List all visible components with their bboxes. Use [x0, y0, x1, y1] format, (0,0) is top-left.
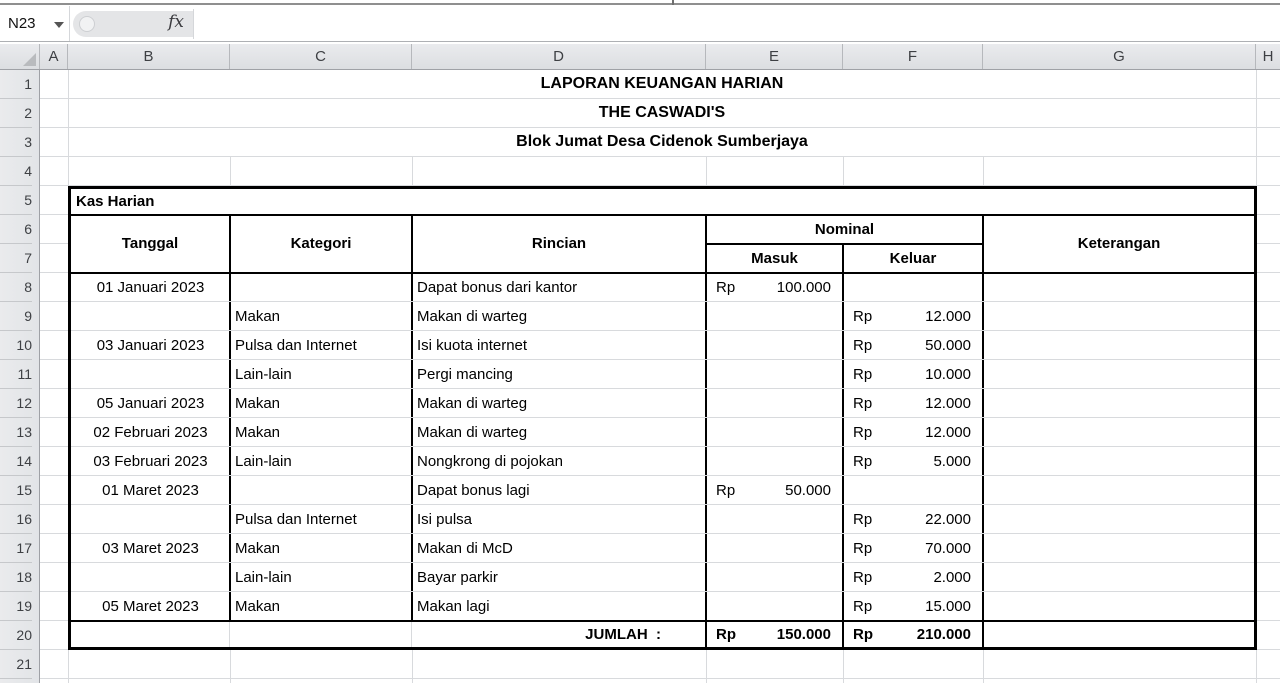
cell-rincian[interactable]: Pergi mancing [417, 366, 513, 383]
table-row [71, 447, 1254, 476]
row-header-8[interactable]: 8 [0, 273, 32, 302]
row-header-1[interactable]: 1 [0, 70, 32, 99]
table-row [71, 563, 1254, 592]
currency-label: Rp [853, 424, 873, 441]
amount: 12.000 [925, 395, 971, 412]
grid-line [411, 622, 412, 647]
cell-masuk[interactable] [709, 273, 840, 302]
header-keluar[interactable]: Keluar [889, 250, 937, 267]
table-row [71, 331, 1254, 360]
table-row [71, 273, 1254, 302]
header-masuk[interactable]: Masuk [751, 250, 798, 267]
column-header-F[interactable]: F [843, 44, 983, 69]
row-header-12[interactable]: 12 [0, 389, 32, 418]
cell-tanggal[interactable]: 01 Januari 2023 [96, 279, 205, 296]
cell-tanggal[interactable]: 02 Februari 2023 [93, 424, 208, 441]
currency-label: Rp [853, 540, 873, 557]
cell-rincian[interactable]: Makan lagi [417, 598, 490, 615]
total-label[interactable]: JUMLAH : [585, 626, 661, 643]
currency-label: Rp [853, 366, 873, 383]
cell-rincian[interactable]: Bayar parkir [417, 569, 498, 586]
amount: 5.000 [933, 453, 971, 470]
formula-bar [0, 6, 1280, 42]
formula-input[interactable] [196, 6, 1276, 41]
cell-masuk[interactable] [709, 476, 840, 505]
cell-rincian[interactable]: Dapat bonus dari kantor [417, 279, 578, 296]
amount: 22.000 [925, 511, 971, 528]
report-address: Blok Jumat Desa Cidenok Sumberjaya [516, 133, 808, 150]
row-header-2[interactable]: 2 [0, 99, 32, 128]
table-row [71, 592, 1254, 621]
column-header-E[interactable]: E [706, 44, 843, 69]
header-keterangan[interactable]: Keterangan [1077, 235, 1161, 252]
column-header-G[interactable]: G [983, 44, 1256, 69]
amount: 2.000 [933, 569, 971, 586]
amount: 150.000 [776, 626, 831, 643]
row-header-11[interactable]: 11 [0, 360, 32, 389]
table-row [71, 505, 1254, 534]
currency-label: Rp [853, 395, 873, 412]
cell-tanggal[interactable]: 05 Maret 2023 [102, 598, 199, 615]
cell-title-row3[interactable] [69, 128, 1255, 156]
row-header-16[interactable]: 16 [0, 505, 32, 534]
header-rincian[interactable]: Rincian [531, 235, 587, 252]
kas-harian-table [68, 186, 1257, 650]
column-header-D[interactable]: D [412, 44, 706, 69]
cell-tanggal[interactable]: 03 Maret 2023 [102, 540, 199, 557]
cell-keluar[interactable] [846, 389, 980, 418]
currency-label: Rp [853, 626, 873, 643]
cell-kategori[interactable]: Pulsa dan Internet [235, 337, 357, 354]
cell-tanggal[interactable]: 03 Februari 2023 [93, 453, 208, 470]
row-header-9[interactable]: 9 [0, 302, 32, 331]
cell-keluar[interactable] [846, 592, 980, 621]
cell-kategori[interactable]: Makan [235, 424, 281, 441]
column-header-H[interactable]: H [1262, 48, 1274, 65]
cell-kategori[interactable]: Makan [235, 598, 281, 615]
amount: 15.000 [925, 598, 971, 615]
row-header-19[interactable]: 19 [0, 592, 32, 621]
cell-title-row1[interactable] [69, 70, 1255, 98]
row-header-3[interactable]: 3 [0, 128, 32, 157]
cell-kategori[interactable]: Pulsa dan Internet [235, 511, 357, 528]
row-header-13[interactable]: 13 [0, 418, 32, 447]
column-header-strip [0, 44, 1280, 70]
amount: 10.000 [925, 366, 971, 383]
row-header-18[interactable]: 18 [0, 563, 32, 592]
cell-keluar[interactable] [846, 302, 980, 331]
cell-tanggal[interactable]: 01 Maret 2023 [102, 482, 199, 499]
cell-rincian[interactable]: Isi kuota internet [417, 337, 528, 354]
insert-function-icon[interactable] [168, 12, 184, 32]
currency-label: Rp [716, 482, 736, 499]
total-masuk[interactable] [709, 622, 840, 647]
currency-label: Rp [853, 453, 873, 470]
cell-kategori[interactable]: Makan [235, 395, 281, 412]
cell-keluar[interactable] [846, 447, 980, 476]
row-header-14[interactable]: 14 [0, 447, 32, 476]
cell-kategori[interactable]: Lain-lain [235, 453, 292, 470]
row-header-17[interactable]: 17 [0, 534, 32, 563]
row-header-4[interactable]: 4 [0, 157, 32, 186]
cell-kategori[interactable]: Makan [235, 540, 281, 557]
row-header-10[interactable]: 10 [0, 331, 32, 360]
cell-title-row2[interactable] [69, 99, 1255, 127]
row-header-5[interactable]: 5 [0, 186, 32, 215]
table-row [71, 476, 1254, 505]
cell-keluar[interactable] [846, 360, 980, 389]
cell-keluar[interactable] [846, 418, 980, 447]
table-row [71, 389, 1254, 418]
report-subtitle: THE CASWADI'S [598, 104, 726, 121]
table-row [71, 418, 1254, 447]
row-header-20[interactable]: 20 [0, 621, 32, 650]
cell-tanggal[interactable]: 05 Januari 2023 [96, 395, 205, 412]
row-header-15[interactable]: 15 [0, 476, 32, 505]
select-all-corner[interactable] [0, 44, 40, 69]
amount: 100.000 [776, 279, 831, 296]
cell-keluar[interactable] [846, 534, 980, 563]
cell-kategori[interactable]: Makan [235, 308, 281, 325]
amount: 12.000 [925, 424, 971, 441]
name-box[interactable]: N23 [0, 6, 70, 41]
row-header-strip [0, 70, 40, 683]
amount: 70.000 [925, 540, 971, 557]
ribbon-tick-mark [672, 0, 674, 5]
report-title: LAPORAN KEUANGAN HARIAN [540, 75, 784, 92]
currency-label: Rp [853, 598, 873, 615]
amount: 50.000 [925, 337, 971, 354]
table-row [71, 360, 1254, 389]
formula-bar-divider [193, 9, 194, 39]
cell-kategori[interactable]: Lain-lain [235, 569, 292, 586]
row-header-7[interactable]: 7 [0, 244, 32, 273]
cell-rincian[interactable]: Dapat bonus lagi [417, 482, 530, 499]
column-header-B[interactable]: B [68, 44, 230, 69]
cell-rincian[interactable]: Isi pulsa [417, 511, 473, 528]
total-keluar[interactable] [846, 622, 980, 647]
disabled-button-icon [79, 16, 95, 32]
cell-rincian[interactable]: Makan di warteg [417, 395, 528, 412]
formula-bar-buttons [73, 11, 193, 37]
cell-rincian[interactable]: Makan di McD [417, 540, 513, 557]
row-header-21[interactable]: 21 [0, 650, 32, 679]
table-caption[interactable]: Kas Harian [76, 193, 155, 210]
currency-label: Rp [853, 569, 873, 586]
cell-keluar[interactable] [846, 563, 980, 592]
cell-rincian[interactable]: Makan di warteg [417, 308, 528, 325]
currency-label: Rp [716, 626, 736, 643]
currency-label: Rp [853, 511, 873, 528]
currency-label: Rp [716, 279, 736, 296]
amount: 210.000 [916, 626, 971, 643]
grid-line [229, 622, 230, 647]
header-tanggal[interactable]: Tanggal [121, 235, 179, 252]
cell-keluar[interactable] [846, 505, 980, 534]
table-row [71, 534, 1254, 563]
cell-rincian[interactable]: Makan di warteg [417, 424, 528, 441]
row-header-6[interactable]: 6 [0, 215, 32, 244]
column-header-A[interactable]: A [40, 44, 68, 69]
fx-label: fx [168, 12, 184, 32]
amount: 50.000 [785, 482, 831, 499]
amount: 12.000 [925, 308, 971, 325]
currency-label: Rp [853, 308, 873, 325]
cell-tanggal[interactable]: 03 Januari 2023 [96, 337, 205, 354]
cell-rincian[interactable]: Nongkrong di pojokan [417, 453, 563, 470]
select-all-triangle-icon [23, 53, 36, 66]
header-nominal[interactable]: Nominal [814, 221, 875, 238]
cell-keluar[interactable] [846, 331, 980, 360]
worksheet-grid[interactable] [40, 70, 1280, 683]
column-header-C[interactable]: C [230, 44, 412, 69]
cell-kategori[interactable]: Lain-lain [235, 366, 292, 383]
header-kategori[interactable]: Kategori [290, 235, 352, 252]
ribbon-divider-line [0, 3, 1280, 5]
table-row [71, 302, 1254, 331]
currency-label: Rp [853, 337, 873, 354]
name-box-dropdown-icon[interactable] [54, 22, 64, 28]
